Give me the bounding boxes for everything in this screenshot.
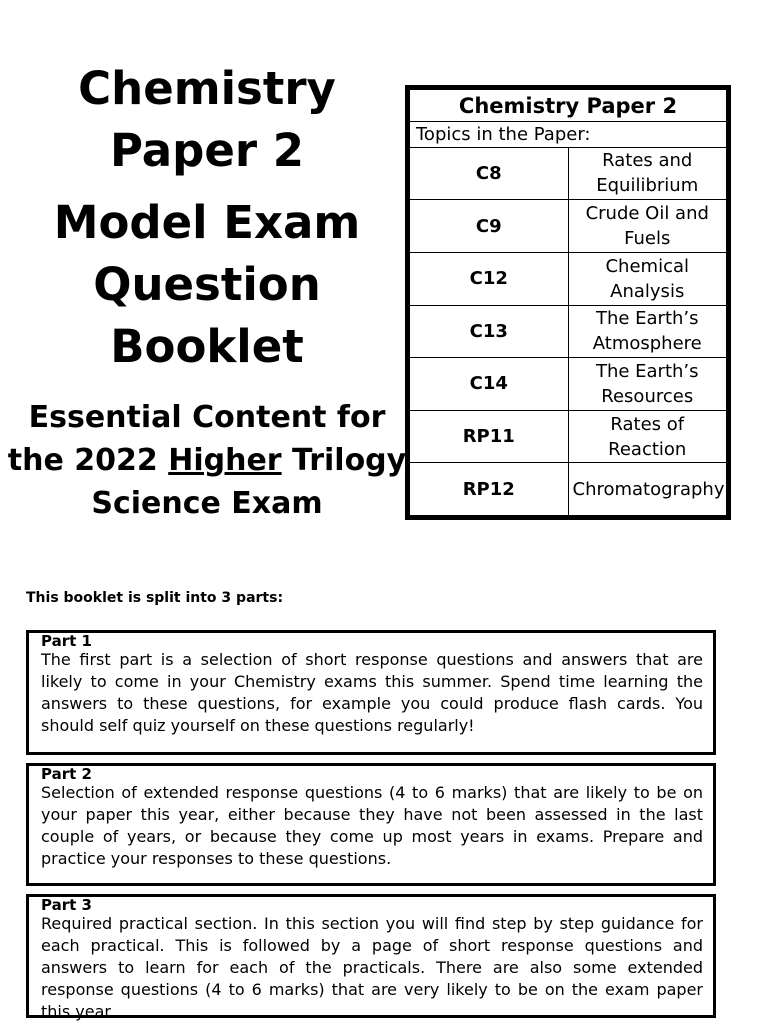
- topic-row: [410, 252, 727, 305]
- title-line-1: Chemistry: [78, 62, 336, 115]
- topic-name: Rates of Reaction: [568, 410, 727, 463]
- title-line-4: Question: [93, 258, 321, 311]
- subtitle-line-1: Essential Content for: [28, 400, 386, 435]
- topic-row: [410, 463, 727, 516]
- booklet-intro: This booklet is split into 3 parts:: [26, 590, 284, 606]
- part-title: Part 2: [41, 765, 92, 783]
- subtitle-line-3: Science Exam: [91, 486, 323, 521]
- topic-name: The Earth’s Resources: [568, 358, 727, 411]
- topic-code: C13: [410, 305, 569, 358]
- topic-name: Rates and Equilibrium: [568, 147, 727, 200]
- topics-table: [405, 85, 731, 520]
- title-line-3: Model Exam: [53, 196, 361, 249]
- subtitle-line-2: [0, 439, 414, 482]
- booklet-title: [0, 58, 414, 525]
- topic-row: [410, 200, 727, 253]
- topic-name: Chemical Analysis: [568, 252, 727, 305]
- subtitle: [0, 396, 414, 525]
- topic-row: [410, 358, 727, 411]
- part-title: Part 1: [41, 632, 92, 650]
- topic-code: C8: [410, 147, 569, 200]
- title-line-5: Booklet: [110, 320, 304, 373]
- topics-heading: Chemistry Paper 2: [410, 90, 727, 122]
- topic-name: Chromatography: [568, 463, 727, 516]
- subtitle-emphasis: Higher: [168, 443, 282, 478]
- part-body: Selection of extended response questions (4 to 6 marks) that are likely to be on your paper this year, either because they have not been assessed in the last couple of years, or because they come up most years in exams. Prepare and practice your responses to these questions.: [41, 783, 703, 868]
- topic-name: Crude Oil and Fuels: [568, 200, 727, 253]
- subtitle-pre: the 2022: [7, 443, 169, 478]
- part-body: The first part is a selection of short response questions and answers that are likely to come in your Chemistry exams this summer. Spend time learning the answers to these questions, for example you could produce flash cards. You should self quiz yourself on these questions regularly!: [41, 650, 703, 735]
- topic-row: [410, 147, 727, 200]
- topics-subheading: Topics in the Paper:: [410, 122, 727, 147]
- topic-name: The Earth’s Atmosphere: [568, 305, 727, 358]
- part-title: Part 3: [41, 896, 92, 914]
- topic-code: C14: [410, 358, 569, 411]
- topic-code: C12: [410, 252, 569, 305]
- part-body: Required practical section. In this section you will find step by step guidance for each practical. This is followed by a page of short response questions and answers to learn for each of the practicals. There are also some extended response questions (4 to 6 marks) that are very likely to be on the exam paper this year.: [41, 914, 703, 1021]
- title-line-2: Paper 2: [109, 124, 305, 177]
- topic-row: [410, 410, 727, 463]
- subtitle-post: Trilogy: [281, 443, 407, 478]
- part-3-box: [26, 894, 716, 1021]
- topic-code: RP11: [410, 410, 569, 463]
- topic-code: RP12: [410, 463, 569, 516]
- part-1-box: [26, 630, 716, 755]
- topic-row: [410, 305, 727, 358]
- part-2-box: [26, 763, 716, 886]
- topic-code: C9: [410, 200, 569, 253]
